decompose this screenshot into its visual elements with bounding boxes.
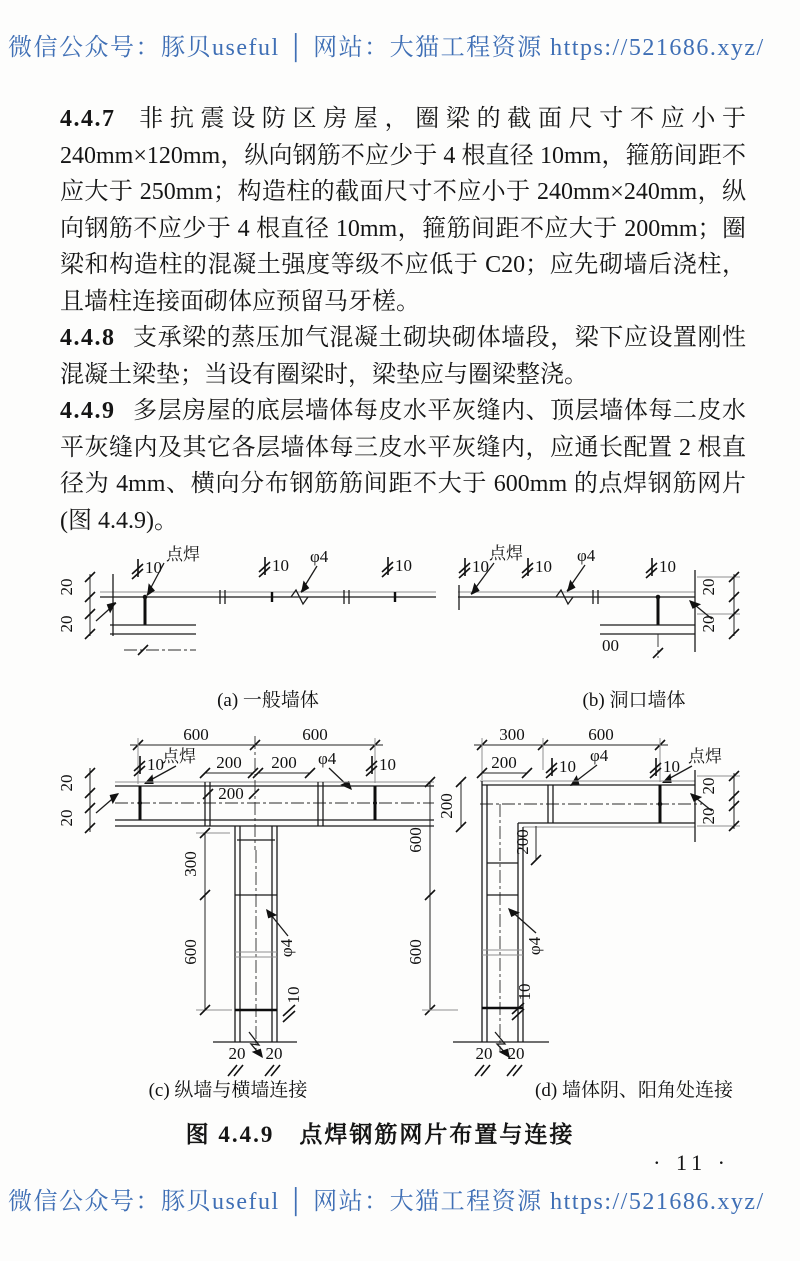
phi4-label: φ4 bbox=[277, 938, 296, 958]
diagram-b-linework bbox=[458, 558, 740, 658]
diagram-d-linework bbox=[422, 738, 740, 1076]
page-number: · 11 · bbox=[653, 1150, 730, 1175]
figure-caption: 图 4.4.9 点焊钢筋网片布置与连接 bbox=[185, 1122, 575, 1147]
partial-dim-label: 00 bbox=[602, 636, 619, 655]
section-number: 4.4.7 bbox=[60, 106, 116, 132]
dim-label-10: 10 bbox=[559, 757, 576, 776]
dim-label-200: 200 bbox=[491, 753, 517, 772]
dim-label-200: 200 bbox=[513, 829, 532, 855]
section-number: 4.4.9 bbox=[60, 398, 116, 424]
watermark-header: 微信公众号：豚贝useful │ 网站：大猫工程资源 https://521686.xyz/ bbox=[8, 35, 765, 61]
diagram-c-linework bbox=[85, 736, 434, 1076]
dim-label-20: 20 bbox=[57, 774, 76, 792]
dim-label-600: 600 bbox=[406, 827, 425, 853]
dim-label-10: 10 bbox=[472, 557, 489, 576]
section-text: 非抗震设防区房屋，圈梁的截面尺寸不应小于 240mm×120mm，纵向钢筋不应少于 4 根直径 10mm，箍筋间距不应大于 250mm；构造柱的截面尺寸不应小于 240mm×240mm，纵向钢筋不应少于 4 根直径 10mm，箍筋间距不应大于 200mm；圈梁和构造柱的混凝土强度等级不应低于 C20；应先砌墙后浇柱，且墙柱连接面砌体应预留马牙槎。 bbox=[60, 106, 746, 315]
phi4-label: φ4 bbox=[577, 546, 596, 565]
dim-label-10: 10 bbox=[659, 557, 676, 576]
dim-label-200: 200 bbox=[437, 793, 456, 819]
phi4-label: φ4 bbox=[318, 749, 337, 768]
dim-label-20: 20 bbox=[57, 578, 76, 596]
dim-label-200: 200 bbox=[216, 753, 242, 772]
diagram-b-labels bbox=[472, 544, 718, 711]
dim-label-20: 20 bbox=[699, 578, 718, 596]
phi4-label: φ4 bbox=[590, 746, 609, 765]
dim-label-20: 20 bbox=[507, 1044, 525, 1063]
diagram-a-labels bbox=[57, 545, 412, 711]
dim-label-600: 600 bbox=[181, 939, 200, 965]
section-paragraph-448 bbox=[60, 320, 746, 393]
dim-label-10: 10 bbox=[515, 983, 534, 1001]
dim-label-200: 200 bbox=[218, 784, 244, 803]
sub-caption-a: (a) 一般墙体 bbox=[217, 690, 319, 711]
dim-label-20: 20 bbox=[228, 1044, 246, 1063]
watermark-footer: 微信公众号：豚贝useful │ 网站：大猫工程资源 https://521686.xyz/ bbox=[8, 1189, 765, 1215]
section-number: 4.4.8 bbox=[60, 325, 116, 351]
dim-label-20: 20 bbox=[57, 809, 76, 827]
dim-label-600: 600 bbox=[183, 725, 209, 744]
dim-label-200: 200 bbox=[271, 753, 297, 772]
dim-label-20: 20 bbox=[265, 1044, 283, 1063]
dim-label-600: 600 bbox=[588, 725, 614, 744]
dim-label-10: 10 bbox=[379, 755, 396, 774]
section-paragraph-449 bbox=[60, 393, 746, 539]
weld-label: 点焊 bbox=[489, 544, 523, 563]
dim-label-10: 10 bbox=[284, 986, 303, 1004]
diagram-a-linework bbox=[85, 557, 436, 655]
dim-label-10: 10 bbox=[663, 757, 680, 776]
body-text bbox=[60, 101, 746, 539]
dim-label-20: 20 bbox=[475, 1044, 493, 1063]
figure-4-4-9-diagrams bbox=[0, 540, 800, 1115]
dim-label-10: 10 bbox=[395, 556, 412, 575]
weld-label: 点焊 bbox=[688, 747, 722, 766]
dim-label-20: 20 bbox=[699, 807, 718, 825]
dim-label-600: 600 bbox=[406, 939, 425, 965]
section-text: 支承梁的蒸压加气混凝土砌块砌体墙段，梁下应设置刚性混凝土梁垫；当设有圈梁时，梁垫应与圈梁整浇。 bbox=[60, 325, 746, 388]
section-paragraph-447 bbox=[60, 101, 746, 320]
phi4-label: φ4 bbox=[525, 936, 544, 956]
sub-caption-b: (b) 洞口墙体 bbox=[582, 690, 686, 711]
phi4-label: φ4 bbox=[310, 547, 329, 566]
dim-label-10: 10 bbox=[147, 755, 164, 774]
weld-label: 点焊 bbox=[162, 747, 196, 766]
dim-label-20: 20 bbox=[699, 777, 718, 795]
sub-caption-d: (d) 墙体阴、阳角处连接 bbox=[535, 1080, 733, 1101]
dim-label-20: 20 bbox=[699, 615, 718, 633]
dim-label-20: 20 bbox=[57, 615, 76, 633]
diagram-c-labels bbox=[57, 725, 396, 1101]
dim-label-300: 300 bbox=[181, 851, 200, 877]
dim-label-300: 300 bbox=[499, 725, 525, 744]
sub-caption-c: (c) 纵墙与横墙连接 bbox=[148, 1080, 308, 1101]
dim-label-10: 10 bbox=[272, 556, 289, 575]
weld-label: 点焊 bbox=[166, 545, 200, 564]
dim-label-600: 600 bbox=[302, 725, 328, 744]
section-text: 多层房屋的底层墙体每皮水平灰缝内、顶层墙体每二皮水平灰缝内及其它各层墙体每三皮水平灰缝内，应通长配置 2 根直径为 4mm、横向分布钢筋筋间距不大于 600mm 的点焊钢筋网片(图 4.4.9)。 bbox=[60, 398, 746, 534]
dim-label-10: 10 bbox=[535, 557, 552, 576]
dim-label-10: 10 bbox=[145, 558, 162, 577]
